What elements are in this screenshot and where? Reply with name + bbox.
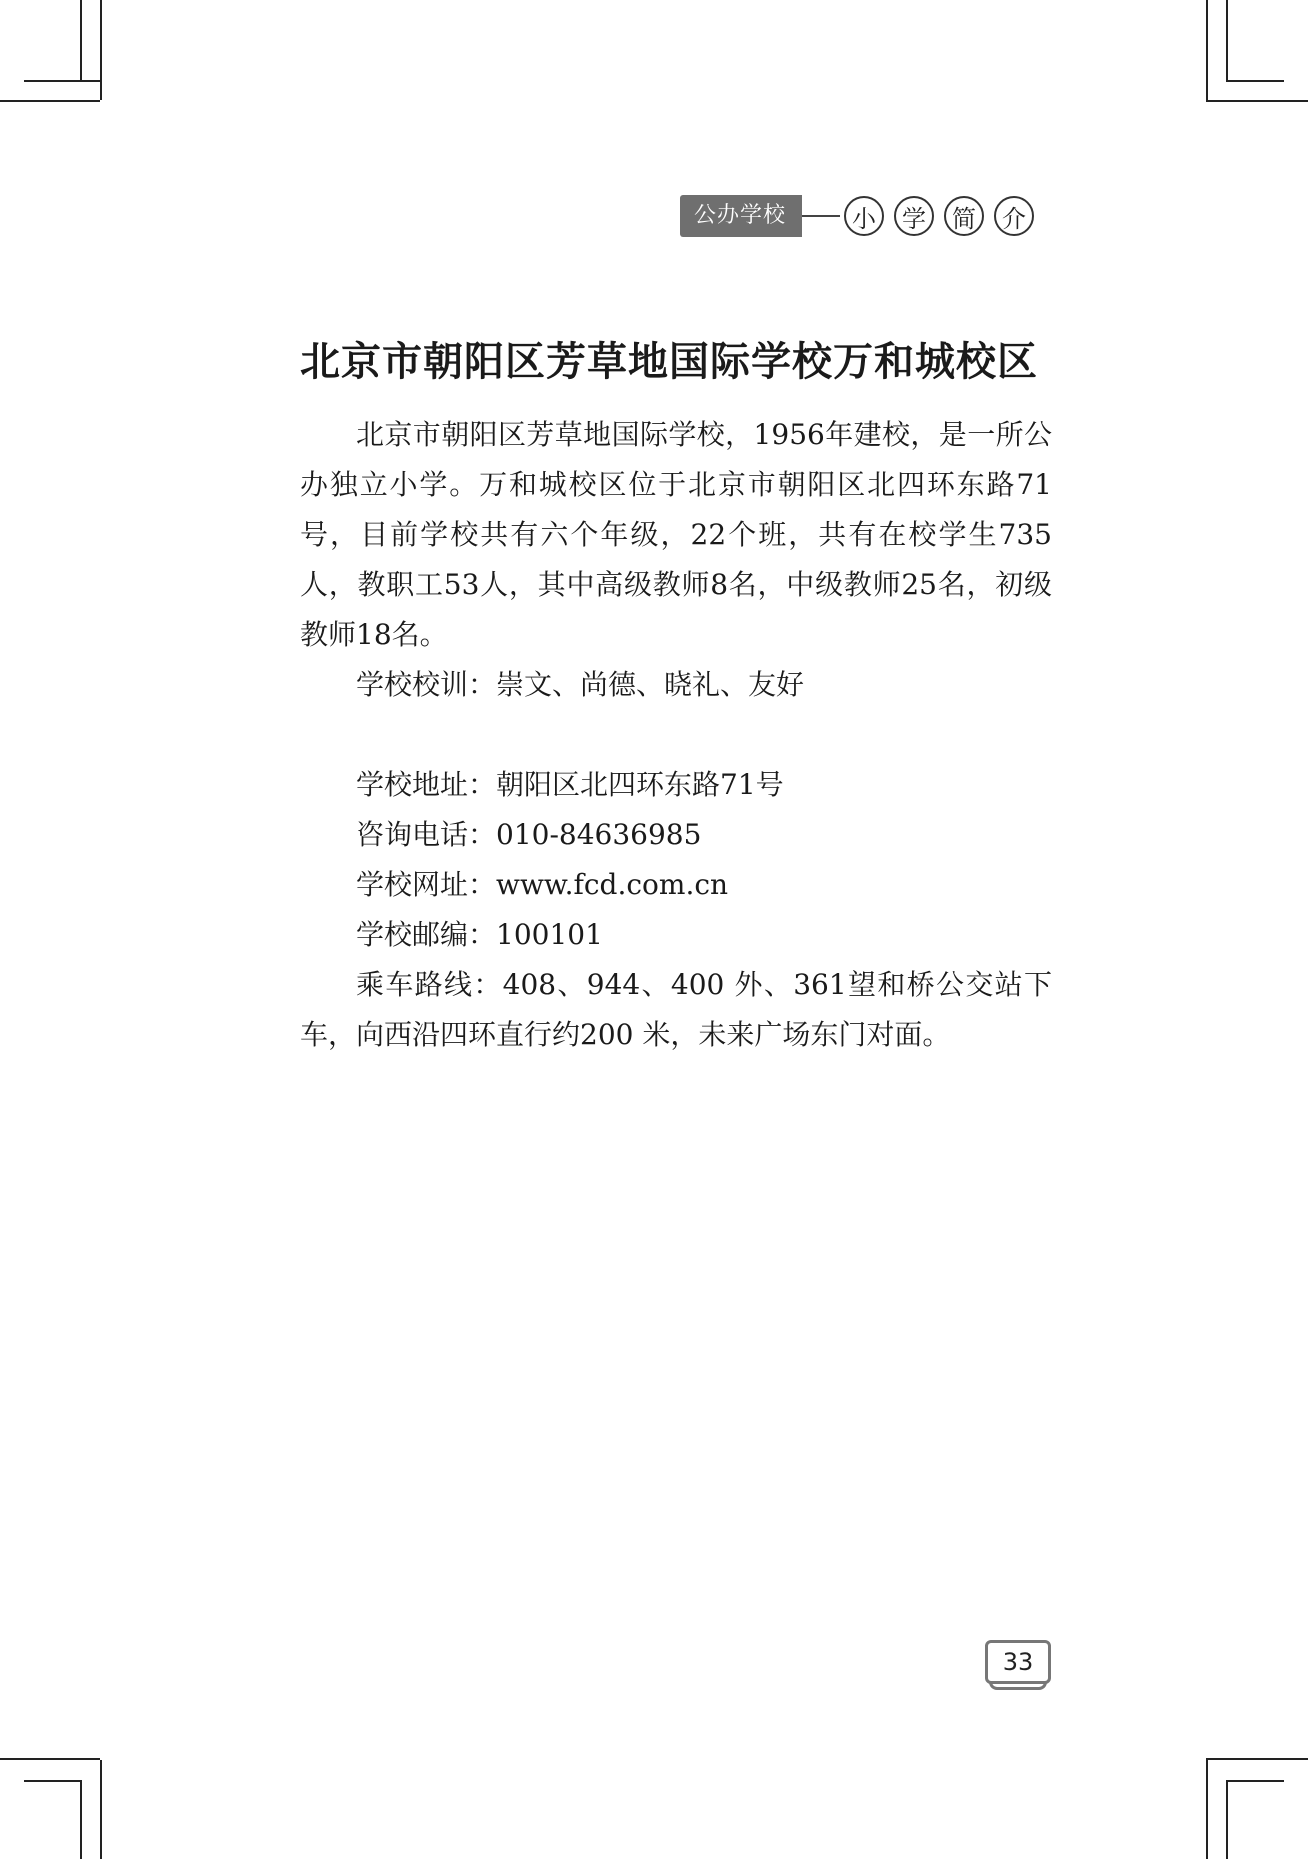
running-header [680, 195, 1034, 237]
crop-mark [100, 0, 102, 100]
page-number: 33 [985, 1640, 1051, 1684]
transport-route: 乘车路线：408、944、400 外、361望和桥公交站下车，向西沿四环直行约200 米，未来广场东门对面。 [300, 968, 1052, 1051]
crop-mark [1206, 1760, 1208, 1859]
page-title: 北京市朝阳区芳草地国际学校万和城校区 [300, 339, 1038, 385]
crop-mark [0, 100, 100, 102]
crop-mark [1226, 80, 1284, 82]
school-address: 学校地址：朝阳区北四环东路71号 [356, 768, 784, 801]
crop-mark [100, 1760, 102, 1859]
crop-mark [1226, 1780, 1284, 1782]
crop-mark [80, 1780, 82, 1859]
crop-mark [24, 1780, 82, 1782]
header-connector-line [802, 215, 840, 217]
page-number-badge [985, 1640, 1051, 1692]
crop-mark [1206, 0, 1208, 100]
crop-mark [80, 0, 82, 80]
category-label: 公办学校 [680, 195, 802, 237]
school-motto: 学校校训：崇文、尚德、晓礼、友好 [356, 668, 805, 701]
section-char: 小 [844, 196, 884, 236]
crop-mark [1226, 0, 1228, 80]
spacer [300, 710, 1052, 760]
crop-mark [0, 1758, 100, 1760]
crop-mark [1206, 1758, 1308, 1760]
crop-mark [1226, 1780, 1228, 1859]
school-website: 学校网址：www.fcd.com.cn [356, 868, 729, 901]
school-description [300, 410, 1052, 1060]
section-char: 学 [894, 196, 934, 236]
school-phone: 咨询电话：010-84636985 [356, 818, 702, 851]
crop-mark [1206, 100, 1308, 102]
intro-paragraph: 北京市朝阳区芳草地国际学校，1956年建校，是一所公办独立小学。万和城校区位于北京市朝阳区北四环东路71号，目前学校共有六个年级，22个班，共有在校学生735人，教职工53人，其中高级教师8名，中级教师25名，初级教师18名。 [300, 418, 1052, 651]
section-char: 简 [944, 196, 984, 236]
section-title-chars [844, 196, 1034, 236]
school-postcode: 学校邮编：100101 [356, 918, 603, 951]
section-char: 介 [994, 196, 1034, 236]
crop-mark [24, 80, 102, 82]
